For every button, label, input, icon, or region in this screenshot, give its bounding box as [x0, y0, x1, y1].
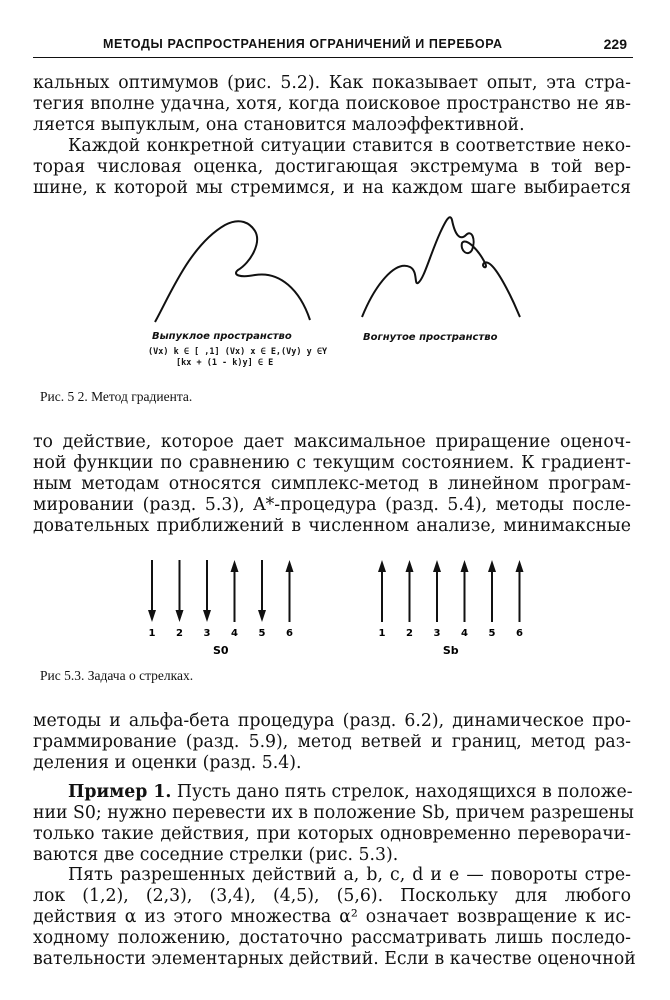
- arrow-head-s0-3-down: [203, 610, 211, 622]
- figure-5-3-caption: Рис 5.3. Задача о стрелках.: [40, 668, 194, 683]
- arrow-number-sb-3: 3: [433, 628, 441, 639]
- arrow-head-sb-2-up: [406, 560, 414, 572]
- text-line: [33, 782, 631, 803]
- paragraph-1: [33, 73, 631, 136]
- paragraph-6: [33, 865, 636, 970]
- arrow-number-s0-3: 3: [203, 628, 211, 639]
- paragraph-5: [33, 782, 634, 866]
- arrow-head-s0-6-up: [286, 560, 294, 572]
- convex-formula-line-2: [kx + (1 - k)y] ∈ E: [176, 358, 274, 368]
- text-line: ваются две соседние стрелки (рис. 5.3).: [33, 845, 399, 865]
- convex-space-curve: [155, 221, 310, 322]
- position-label-sb: Sb: [442, 644, 459, 657]
- arrow-number-s0-1: 1: [148, 628, 156, 639]
- paragraph-4: [33, 711, 631, 774]
- arrow-number-sb-4: 4: [461, 628, 468, 639]
- arrow-number-s0-6: 6: [286, 628, 293, 639]
- arrow-number-s0-5: 5: [258, 628, 266, 639]
- concave-space-curve: [362, 217, 520, 317]
- text-line: тегия вполне удачна, хотя, когда поисковое пространство не яв-: [33, 94, 631, 114]
- concave-space-label: Вогнутое пространство: [363, 332, 498, 343]
- figure-5-3-drawing: [0, 550, 670, 670]
- text-line: ляется выпуклым, она становится малоэффективной.: [33, 115, 525, 135]
- arrow-head-s0-2-down: [176, 610, 184, 622]
- running-title: МЕТОДЫ РАСПРОСТРАНЕНИЯ ОГРАНИЧЕНИЙ И ПЕРЕБОРА: [103, 37, 503, 51]
- arrow-number-sb-5: 5: [488, 628, 496, 639]
- example-lead: Пример 1.: [68, 782, 172, 802]
- arrow-head-sb-4-up: [461, 560, 469, 572]
- text-line: ной функции по сравнению с текущим состоянием. К градиент-: [33, 453, 631, 473]
- figure-5-2-drawing: [0, 205, 670, 335]
- arrow-head-s0-5-down: [258, 610, 266, 622]
- text-line: ходному положению, достаточно рассматривать лишь последо-: [33, 928, 631, 948]
- paragraph-2: [33, 136, 631, 199]
- arrow-number-sb-1: 1: [378, 628, 386, 639]
- arrow-head-sb-3-up: [433, 560, 441, 572]
- text-line: довательных приближений в численном анализе, минимаксные: [33, 516, 631, 536]
- page-header: [33, 35, 633, 58]
- arrow-number-s0-4: 4: [231, 628, 238, 639]
- arrow-head-sb-1-up: [378, 560, 386, 572]
- text-line: ным методам относятся симплекс-метод в линейном програм-: [33, 474, 631, 494]
- text-line: кальных оптимумов (рис. 5.2). Как показывает опыт, эта стра-: [33, 73, 631, 93]
- text-line: Каждой конкретной ситуации ставится в соответствие неко-: [68, 136, 631, 156]
- convex-space-label: Выпуклое пространство: [152, 331, 292, 342]
- paragraph-3: [33, 432, 631, 537]
- example-line-rest: Пусть дано пять стрелок, находящихся в положе-: [171, 782, 633, 802]
- convex-formula-line-1: (Vx) k ∈ [ ,1] (Vx) x ∈ E,(Vy) y ∈Y: [148, 347, 328, 357]
- page-number: 229: [603, 36, 627, 52]
- text-line: шине, к которой мы стремимся, и на каждом шаге выбирается: [33, 178, 631, 198]
- arrow-number-sb-2: 2: [406, 628, 413, 639]
- text-line: лок (1,2), (2,3), (3,4), (4,5), (5,6). Поскольку для любого: [33, 886, 631, 906]
- arrow-head-s0-1-down: [148, 610, 156, 622]
- position-label-s0: S0: [212, 644, 229, 657]
- figure-5-2-caption: Рис. 5 2. Метод градиента.: [40, 389, 193, 404]
- text-line: мировании (разд. 5.3), A*-процедура (разд. 5.4), методы после-: [33, 495, 631, 515]
- text-line: торая числовая оценка, достигающая экстремума в той вер-: [33, 157, 631, 177]
- arrow-number-s0-2: 2: [176, 628, 183, 639]
- text-line: Пять разрешенных действий a, b, c, d и e — повороты стре-: [68, 865, 631, 885]
- arrow-head-sb-6-up: [516, 560, 524, 572]
- arrow-head-s0-4-up: [231, 560, 239, 572]
- text-line: то действие, которое дает максимальное приращение оценоч-: [33, 432, 631, 452]
- text-line: действия α из этого множества α² означает возвращение к ис-: [33, 907, 631, 927]
- text-line: вательности элементарных действий. Если в качестве оценочной: [33, 949, 636, 969]
- arrow-head-sb-5-up: [488, 560, 496, 572]
- text-line: только такие действия, при которых одновременно переворачи-: [33, 824, 631, 844]
- text-line: методы и альфа-бета процедура (разд. 6.2), динамическое про-: [33, 711, 631, 731]
- text-line: граммирование (разд. 5.9), метод ветвей и границ, метод раз-: [33, 732, 631, 752]
- arrow-number-sb-6: 6: [516, 628, 523, 639]
- text-line: деления и оценки (разд. 5.4).: [33, 753, 302, 773]
- text-line: нии S0; нужно перевести их в положение Sb, причем разрешены: [33, 803, 634, 823]
